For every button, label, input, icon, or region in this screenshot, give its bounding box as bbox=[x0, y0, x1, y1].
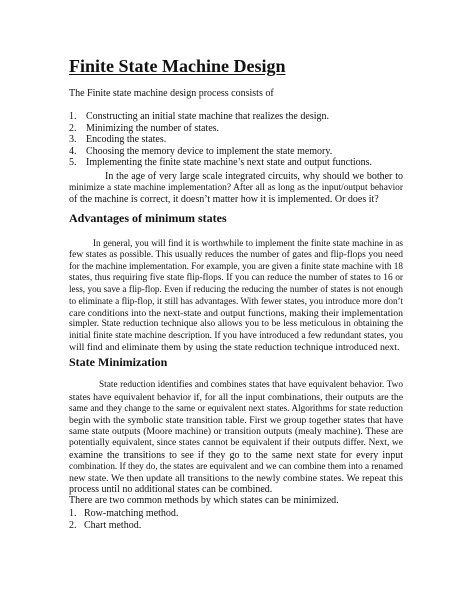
paragraph-line: new state. We then update all transitions to the newly combine states. We repeat this bbox=[69, 472, 403, 484]
list-item bbox=[69, 123, 409, 135]
paragraph-line: few states as possible. This usually reduces the number of gates and flip-flops you need bbox=[69, 249, 403, 260]
list-number: 4. bbox=[69, 145, 77, 157]
design-steps-list bbox=[69, 111, 409, 169]
list-item-text: Chart method. bbox=[84, 520, 142, 531]
list-item bbox=[69, 520, 178, 532]
paragraph-line: to eliminate a flip-flop, it still has advantages. With fewer states, you introduce more don’t bbox=[69, 295, 403, 306]
list-item bbox=[69, 157, 409, 169]
paragraph-line: process until no additional states can be combined. bbox=[69, 484, 273, 496]
list-item-text: Encoding the states. bbox=[86, 134, 167, 146]
methods-intro-text: There are two common methods by which states can be minimized. bbox=[69, 495, 339, 506]
paragraph-line: minimize a state machine implementation? After all as long as the input/output behavior bbox=[69, 182, 403, 193]
list-item-text: Choosing the memory device to implement the state memory. bbox=[86, 145, 333, 157]
paragraph-line: same and they change to the same or equivalent next states. Algorithms for state reduction bbox=[69, 403, 403, 414]
paragraph-line: less, you save a flip-flop. Even if reducing the reducing the number of states is not enough bbox=[69, 284, 403, 295]
paragraph-line: examine the transitions to see if they go to the same next state for every input bbox=[69, 449, 403, 461]
page-title: Finite State Machine Design bbox=[69, 56, 286, 76]
paragraph-line: initial finite state machine description. If you have introduced a few redundant states, you bbox=[69, 330, 403, 341]
minimization-methods-list bbox=[69, 508, 178, 532]
paragraph-line: states have equivalent behavior if, for all the input combinations, their outputs are the bbox=[69, 391, 403, 403]
list-number: 1. bbox=[69, 111, 77, 122]
list-number: 5. bbox=[69, 157, 77, 169]
list-number: 2. bbox=[69, 122, 77, 134]
list-number: 1. bbox=[69, 508, 77, 519]
paragraph-line: simpler. State reduction technique also allows you to be less meticulous in obtaining the bbox=[69, 319, 403, 330]
advantages-paragraph bbox=[69, 238, 403, 354]
list-item-text: Constructing an initial state machine that realizes the design. bbox=[86, 111, 329, 122]
list-item bbox=[69, 111, 409, 123]
paragraph-line: In general, you will find it is worthwhile to implement the finite state machine in as bbox=[93, 238, 403, 248]
question-paragraph bbox=[69, 171, 403, 206]
paragraph-line: states, thus requiring five state flip-flops. If you can reduce the number of states to 16 or bbox=[69, 272, 403, 283]
state-minimization-paragraph bbox=[69, 380, 403, 496]
section-heading-state-minimization: State Minimization bbox=[69, 355, 168, 369]
paragraph-line: State reduction identifies and combines states that have equivalent behavior. Two bbox=[99, 380, 403, 390]
section-heading-advantages: Advantages of minimum states bbox=[69, 211, 227, 225]
list-number: 3. bbox=[69, 134, 77, 146]
list-item-text: Implementing the finite state machine’s next state and output functions. bbox=[86, 157, 373, 169]
list-item-text: Minimizing the number of states. bbox=[86, 122, 220, 134]
paragraph-line: begin with the symbolic state transition table. First we group together states that have bbox=[69, 414, 403, 426]
list-item-text: Row-matching method. bbox=[84, 508, 179, 519]
list-item bbox=[69, 146, 409, 158]
paragraph-line: care conditions into the next-state and output functions, making their implementation bbox=[69, 307, 403, 319]
paragraph-line: In the age of very large scale integrated circuits, why should we bother to bbox=[105, 171, 403, 182]
paragraph-line: will find and eliminate them by using the state reduction technique introduced next. bbox=[69, 342, 400, 354]
paragraph-line: same state outputs (Moore machine) or transition outputs (mealy machine). These are bbox=[69, 426, 403, 438]
intro-text: The Finite state machine design process consists of bbox=[69, 88, 274, 99]
list-item bbox=[69, 134, 409, 146]
paragraph-line: combination. If they do, the states are equivalent and we can combine them into a renamed bbox=[69, 461, 403, 472]
list-item bbox=[69, 508, 178, 520]
paragraph-line: of the machine is correct, it doesn’t matter how it is implemented. Or does it? bbox=[69, 194, 379, 206]
paragraph-line: for the machine implementation. For example, you are given a finite state machine with 18 bbox=[69, 261, 403, 272]
paragraph-line: potentially equivalent, since states cannot be equivalent if their outputs differ. Next, we bbox=[69, 437, 403, 448]
list-number: 2. bbox=[69, 520, 77, 531]
